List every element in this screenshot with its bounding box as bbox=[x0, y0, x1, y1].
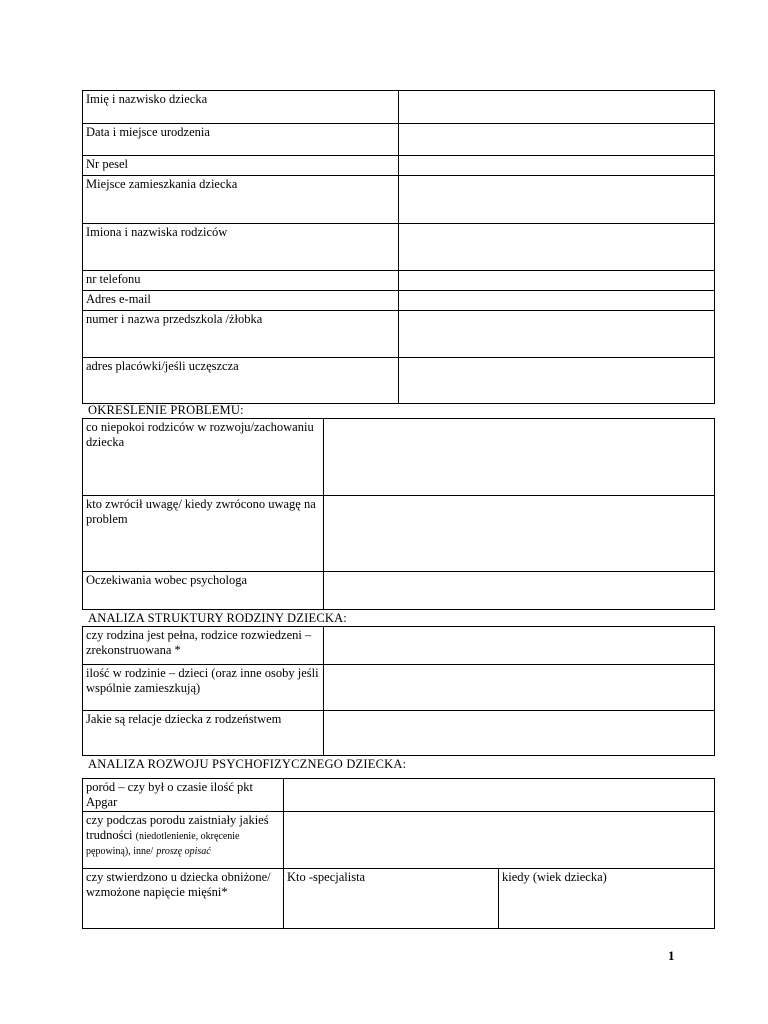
field-sibling-relations[interactable] bbox=[324, 711, 715, 756]
label-specialist[interactable]: Kto -specjalista bbox=[284, 869, 499, 929]
label-email: Adres e-mail bbox=[83, 291, 399, 311]
label-birth-difficulties bbox=[83, 812, 284, 869]
field-birth-apgar[interactable] bbox=[284, 779, 715, 812]
label-family-complete: czy rodzina jest pełna, rodzice rozwiedzeni –zrekonstruowana * bbox=[83, 627, 324, 665]
label-birth-difficulties-examples: (niedotlenienie, okręcenie pępowiną), inne/ bbox=[86, 831, 240, 857]
label-residence: Miejsce zamieszkania dziecka bbox=[83, 176, 399, 224]
label-when-age[interactable]: kiedy (wiek dziecka) bbox=[499, 869, 715, 929]
label-birth-difficulties-main: czy podczas porodu zaistniały jakieś trudności bbox=[86, 813, 269, 842]
field-parents-names[interactable] bbox=[399, 224, 715, 271]
label-pesel: Nr pesel bbox=[83, 156, 399, 176]
label-facility-address: adres placówki/jeśli uczęszcza bbox=[83, 358, 399, 404]
field-kindergarten[interactable] bbox=[399, 311, 715, 358]
heading-family: ANALIZA STRUKTURY RODZINY DZIECKA: bbox=[88, 611, 347, 625]
label-birth-date-place: Data i miejsce urodzenia bbox=[83, 124, 399, 156]
problem-table bbox=[82, 418, 715, 610]
field-residence[interactable] bbox=[399, 176, 715, 224]
field-email[interactable] bbox=[399, 291, 715, 311]
label-sibling-relations: Jakie są relacje dziecka z rodzeństwem bbox=[83, 711, 324, 756]
label-who-noticed: kto zwrócił uwagę/ kiedy zwrócono uwagę na problem bbox=[83, 496, 324, 572]
label-muscle-tone: czy stwierdzono u dziecka obniżone/ wzmożone napięcie mięśni* bbox=[83, 869, 284, 929]
field-birth-date-place[interactable] bbox=[399, 124, 715, 156]
label-expectations: Oczekiwania wobec psychologa bbox=[83, 572, 324, 610]
label-child-name: Imię i nazwisko dziecka bbox=[83, 91, 399, 124]
field-pesel[interactable] bbox=[399, 156, 715, 176]
label-birth-apgar: poród – czy był o czasie ilość pkt Apgar bbox=[83, 779, 284, 812]
heading-development: ANALIZA ROZWOJU PSYCHOFIZYCZNEGO DZIECKA: bbox=[88, 757, 407, 771]
personal-data-table bbox=[82, 90, 715, 404]
label-phone: nr telefonu bbox=[83, 271, 399, 291]
label-parents-concern: co niepokoi rodziców w rozwoju/zachowaniu dziecka bbox=[83, 419, 324, 496]
label-parents-names: Imiona i nazwiska rodziców bbox=[83, 224, 399, 271]
field-expectations[interactable] bbox=[324, 572, 715, 610]
field-parents-concern[interactable] bbox=[324, 419, 715, 496]
label-birth-difficulties-describe: proszę opisać bbox=[156, 846, 211, 857]
label-family-members: ilość w rodzinie – dzieci (oraz inne osoby jeśli wspólnie zamieszkują) bbox=[83, 665, 324, 711]
field-birth-difficulties[interactable] bbox=[284, 812, 715, 869]
field-who-noticed[interactable] bbox=[324, 496, 715, 572]
field-phone[interactable] bbox=[399, 271, 715, 291]
heading-problem: OKREŚLENIE PROBLEMU: bbox=[88, 403, 244, 417]
page-number: 1 bbox=[668, 948, 675, 963]
label-kindergarten: numer i nazwa przedszkola /żłobka bbox=[83, 311, 399, 358]
field-child-name[interactable] bbox=[399, 91, 715, 124]
family-table bbox=[82, 626, 715, 756]
field-facility-address[interactable] bbox=[399, 358, 715, 404]
development-table bbox=[82, 778, 715, 929]
field-family-complete[interactable] bbox=[324, 627, 715, 665]
field-family-members[interactable] bbox=[324, 665, 715, 711]
